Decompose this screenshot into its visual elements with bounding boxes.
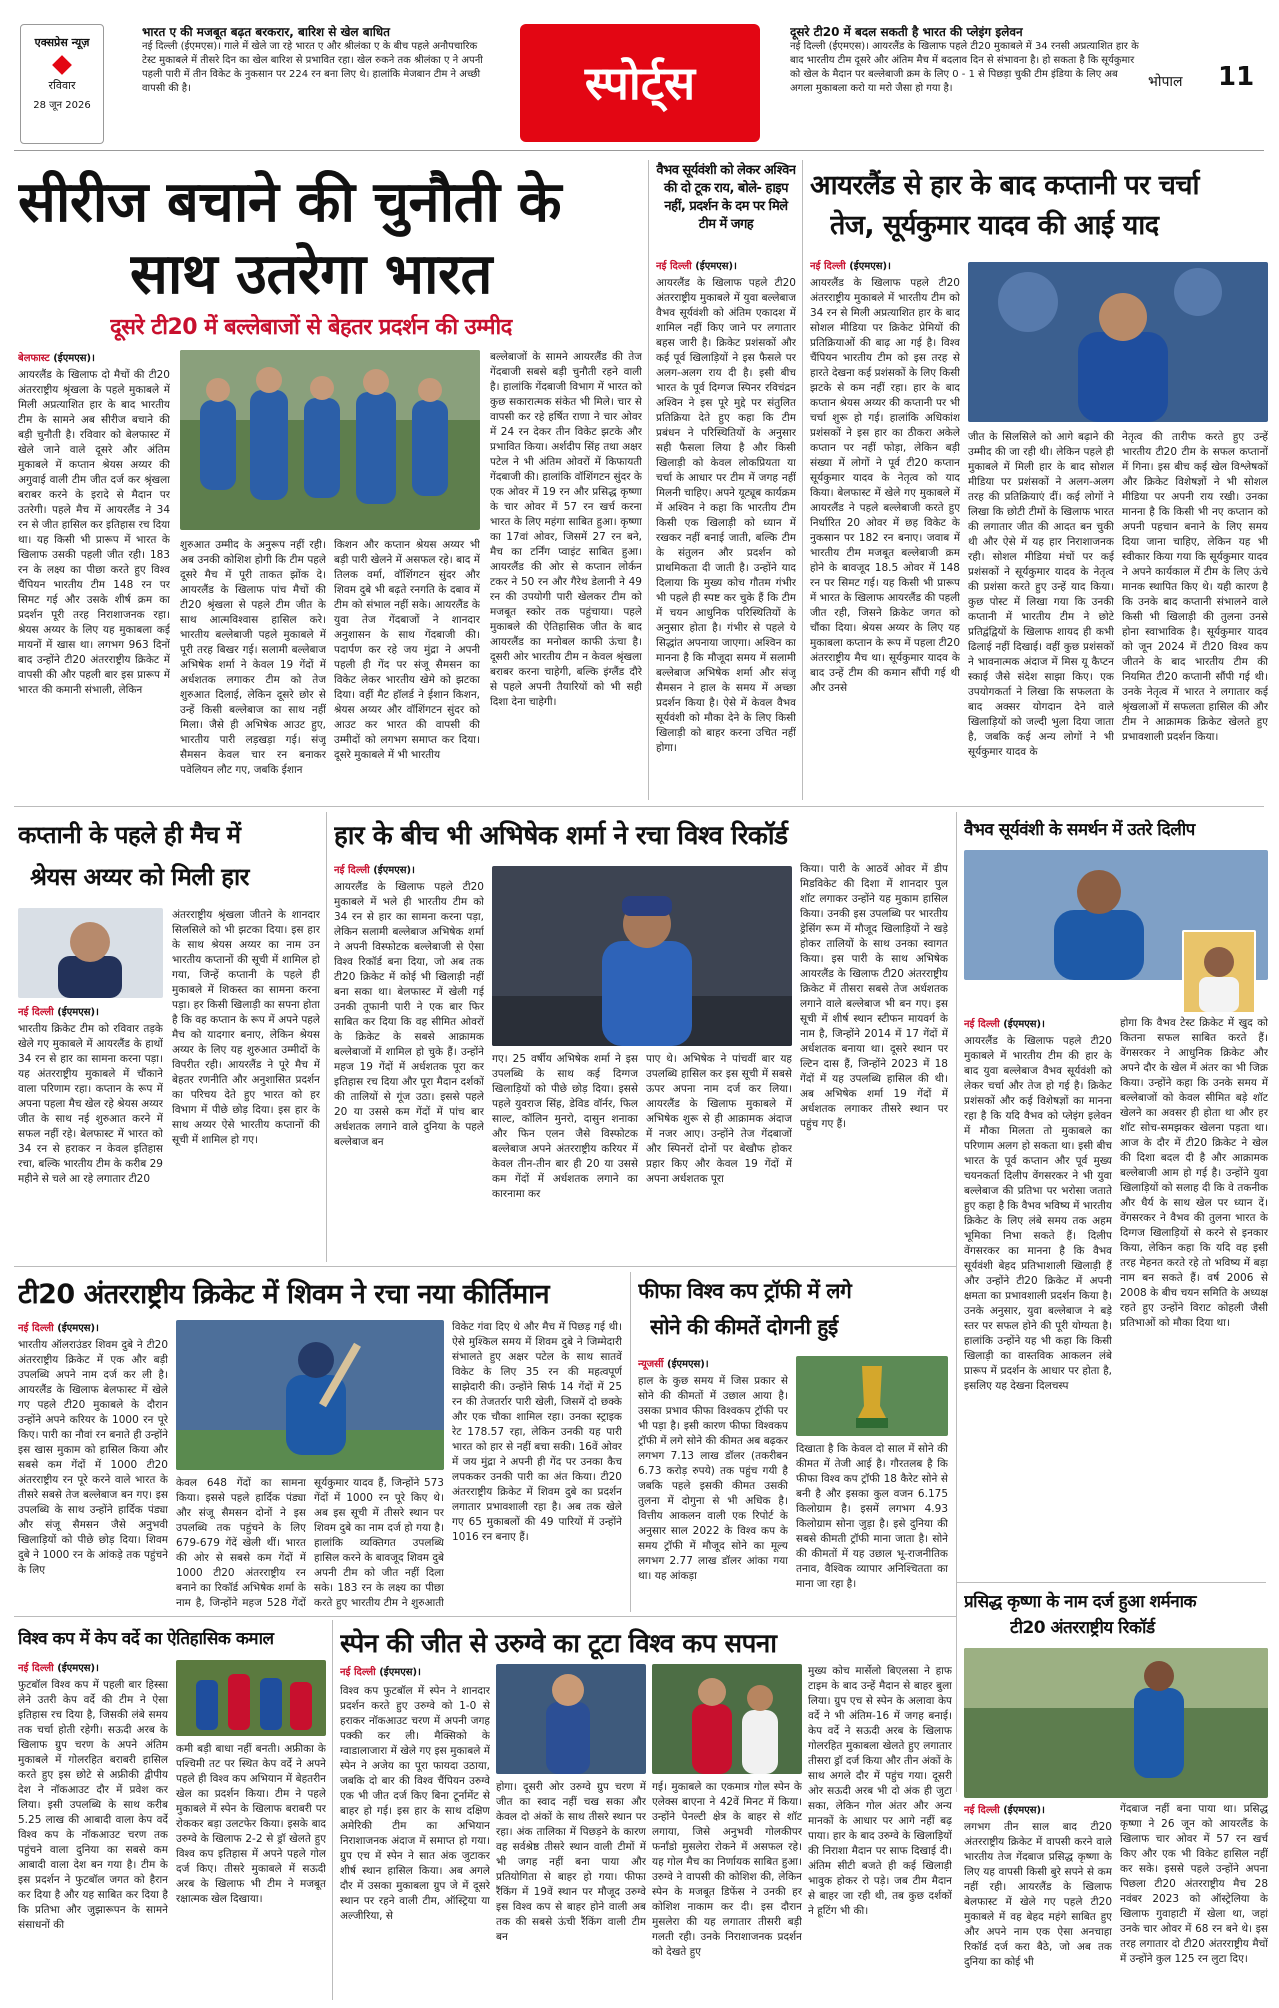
shivam-byline-place: नई दिल्ली	[18, 1323, 54, 1334]
spain-col-4	[808, 1664, 952, 2000]
spain-col-3-text: गई। मुकाबले का एकमात्र गोल स्पेन के एलेक्स बाएना ने 42वें मिनट में किया। उन्होंने पेनल्टी क्षेत्र के बाहर से शॉट लगाया, जिसे अनुभवी गोलकीपर फर्नांडो मुसलेरा रोकने में असफल रहे। यह गोल मैच का निर्णायक साबित हुआ। उरुग्वे ने वापसी की कोशिश की, लेकिन स्पेन के मजबूत डिफेंस ने उनकी हर कोशिश नाकाम कर दी। इस दौरान मुसलेरा की यह लगातार तीसरी बड़ी गलती रही। उनके निराशाजनक प्रदर्शन को देखते हुए	[652, 1781, 802, 1958]
row-rule	[956, 1582, 1266, 1583]
captaincy-headline-2: तेज, सूर्यकुमार यादव की आई याद	[830, 210, 1159, 241]
verde-col-1-text: फुटबॉल विश्व कप में पहली बार हिस्सा लेने उतरी केप वर्दे की टीम ने ऐसा इतिहास रच दिया है, जिसकी लंबे समय तक चर्चा होती रहेगी। सऊदी अरब के खिलाफ ग्रुप चरण के अपने अंतिम मुकाबले में गोलरहित बराबरी हासिल करते हुए इस छोटे से अफ्रीकी द्वीपीय देश ने नॉकआउट दौर में प्रवेश कर लिया। इसी उपलब्धि के साथ करीब 5.25 लाख की आबादी वाला केप वर्दे विश्व कप के नॉकआउट चरण तक पहुंचने वाला दुनिया का सबसे कम आबादी वाला देश बन गया है। टीम के इस प्रदर्शन ने फुटबॉल जगत को हैरान कर दिया है और यह साबित कर दिया है कि प्रतिभा और जुझारूपन के सामने संसाधनों की	[18, 1679, 168, 1931]
main-headline-1: सीरीज बचाने की चुनौती के	[18, 170, 562, 235]
issue-date: 28 जून 2026	[33, 100, 91, 111]
main-byline	[18, 350, 170, 364]
col-rule	[630, 1272, 631, 1612]
dilip-col-1	[964, 1016, 1112, 1576]
prasidh-headline-2: टी20 अंतरराष्ट्रीय रिकॉर्ड	[1010, 1618, 1155, 1638]
section-title: स्पोर्ट्स	[584, 56, 696, 110]
spain-player-2-image	[652, 1664, 802, 1774]
main-col-2-text: शुरुआत उम्मीद के अनुरूप नहीं रही। अब उनकी कोशिश होगी कि टीम पहले दूसरे मैच में पूरी ताकत झोंक दे। आयरलैंड के खिलाफ पांच मैचों की टी20 श्रृंखला से पहले टीम जीत के साथ आत्मविश्वास हासिल करे। भारतीय बल्लेबाजी पहले मुकाबले में पूरी तरह बिखर गई। सलामी बल्लेबाज अभिषेक शर्मा ने केवल 19 गेंदों में अर्धशतक लगाकर टीम को तेज शुरुआत दिलाई, लेकिन दूसरे छोर से उन्हें किसी बल्लेबाज का साथ नहीं मिला। जैसे ही अभिषेक आउट हुए, भारतीय पारी लड़खड़ा गई। संजू सैमसन केवल चार रन बनाकर पवेलियन लौट गए, जबकि ईशान	[180, 539, 326, 776]
verde-byline-agency: (ईएमएस)।	[57, 1663, 99, 1674]
fifa-headline-1: फीफा विश्व कप ट्रॉफी में लगे	[638, 1279, 852, 1303]
spain-byline-row	[340, 1664, 490, 1680]
shreyas-col-1	[18, 1004, 163, 1260]
row-rule	[14, 1616, 956, 1617]
shreyas-byline	[18, 1004, 163, 1018]
cape-verde-celebration-image	[176, 1660, 326, 1736]
abhishek-caption-col	[492, 1052, 638, 1260]
captaincy-byline	[810, 258, 960, 272]
captaincy-col-3-text: नेतृत्व की तारीफ करते हुए उन्हें भारतीय टी20 टीम के सफल कप्तानों में गिना। इस बीच कई खेल विश्लेषकों और क्रिकेट विशेषज्ञों ने भी सोशल मीडिया पर अपनी राय रखी। उनका मानना है कि किसी भी नए कप्तान को अपनी पहचान बनाने के लिए समय दिया जाना चाहिए, लेकिन यह भी स्वीकार किया गया कि सूर्यकुमार यादव ने अपने कार्यकाल में टीम के लिए ऊंचे मानक स्थापित किए थे। यही कारण है कि उनके बाद कप्तानी संभालने वाले किसी भी खिलाड़ी की तुलना उनसे होना स्वाभाविक है। सूर्यकुमार यादव को जून 2024 में टी20 विश्व कप जीतने के बाद भारतीय टीम की नियमित टी20 कप्तानी सौंपी गई थी। उनके नेतृत्व में भारत ने लगातार कई श्रृंखलाओं में सफलता हासिल की और टीम ने आक्रामक क्रिकेट खेलते हुए प्रभावशाली प्रदर्शन किया।	[1122, 431, 1268, 743]
shivam-col-4-text: विकेट गंवा दिए थे और मैच में पिछड़ गई थी। ऐसे मुश्किल समय में शिवम दुबे ने जिम्मेदारी संभालते हुए अक्षर पटेल के साथ सातवें विकेट के लिए 35 रन की महत्वपूर्ण साझेदारी की। उन्होंने सिर्फ 14 गेंदों में 25 रन की तेजतर्रार पारी खेली, जिसमें दो छक्के और एक चौका शामिल रहा। उनका स्ट्राइक रेट 178.57 रहा, लेकिन उनकी यह पारी भारत को हार से नहीं बचा सकी। 16वें ओवर में जय मुंद्रा ने अपनी ही गेंद पर उनका कैच लपककर उनकी पारी का अंत किया। टी20 अंतरराष्ट्रीय क्रिकेट में शिवम दुबे का प्रदर्शन लगातार प्रभावशाली रहा है। अब तक खेले गए 65 मुकाबलों की 49 पारियों में उन्होंने 1016 रन बनाए हैं।	[452, 1321, 622, 1543]
shivam-headline: टी20 अंतरराष्ट्रीय क्रिकेट में शिवम ने रचा नया कीर्तिमान	[18, 1279, 550, 1310]
vaibhav-byline-place: नई दिल्ली	[656, 261, 692, 272]
city-label: भोपाल	[1148, 74, 1183, 90]
fifa-byline-agency: (ईएमएस)।	[667, 1359, 709, 1370]
main-col-3	[334, 538, 480, 800]
logo-mark-icon	[52, 55, 72, 75]
prasidh-col-1-text: लगभग तीन साल बाद टी20 अंतरराष्ट्रीय क्रिकेट में वापसी करने वाले भारतीय तेज गेंदबाज प्रसिद्ध कृष्णा के लिए यह वापसी किसी बुरे सपने से कम नहीं रही। आयरलैंड के खिलाफ बेलफास्ट में खेले गए पहले टी20 मुकाबले में वह बेहद महंगे साबित हुए और अपने नाम एक ऐसा अनचाहा रिकॉर्ड दर्ज करा बैठे, जो अब तक दुनिया का कोई भी	[964, 1821, 1112, 1968]
vaibhav-byline	[656, 258, 796, 272]
abhishek-col-2	[646, 1052, 792, 1260]
paper-name: एक्सप्रेस न्यूज़	[34, 36, 90, 49]
shreyas-col-1-text: भारतीय क्रिकेट टीम को रविवार तड़के खेले गए मुकाबले में आयरलैंड के हाथों 34 रन से हार का सामना करना पड़ा। यह अंतरराष्ट्रीय मुकाबले में चौंकाने वाला परिणाम रहा। कप्तान के रूप में अपना पहला मैच खेल रहे श्रेयस अय्यर जीत के साथ नई शुरुआत करने में सफल नहीं रहे। बेलफास्ट में भारत को 34 रन से हराकर न केवल इतिहास रचा, बल्कि भारतीय टीम के करीब 29 महीने से चले आ रहे लगातार टी20	[18, 1023, 163, 1185]
prasidh-col-1	[964, 1802, 1112, 2000]
dilip-photo-image	[1184, 932, 1254, 1012]
vaibhav-headline: वैभव सूर्यवंशी को लेकर अश्विन की दो टूक राय, बोले- हाइप नहीं, प्रदर्शन के दम पर मिले टीम में जगह	[656, 163, 796, 232]
shreyas-byline-place: नई दिल्ली	[18, 1007, 54, 1018]
spain-col-2	[496, 1780, 646, 2000]
row-rule	[14, 806, 1264, 807]
dilip-col-2	[1120, 1016, 1268, 1576]
teaser-right	[790, 24, 1140, 142]
abhishek-byline-place: नई दिल्ली	[334, 865, 370, 876]
verde-headline: विश्व कप में केप वर्दे का ऐतिहासिक कमाल	[18, 1629, 274, 1649]
dilip-byline-place: नई दिल्ली	[964, 1019, 1000, 1030]
captaincy-byline-agency: (ईएमएस)।	[849, 261, 891, 272]
shreyas-photo-image	[18, 908, 163, 998]
abhishek-caption-text: गए। 25 वर्षीय अभिषेक शर्मा ने इस उपलब्धि के साथ कई दिग्गज खिलाड़ियों को पीछे छोड़ दिया। इससे पहले युवराज सिंह, डेविड वॉर्नर, फिल साल्ट, कॉलिन मुनरो, दासुन शनाका और फिन एलन जैसे विस्फोटक बल्लेबाज अपने अंतरराष्ट्रीय करियर में केवल तीन-तीन बार ही 20 या उससे कम गेंदों में अर्धशतक लगाने का कारनामा कर	[492, 1053, 638, 1200]
shreyas-photo	[18, 908, 163, 998]
prasidh-photo	[964, 1648, 1268, 1798]
section-banner	[520, 24, 760, 142]
world-cup-trophy-image	[796, 1356, 948, 1436]
dilip-byline-agency: (ईएमएस)।	[1003, 1019, 1045, 1030]
prasidh-byline	[964, 1802, 1112, 1816]
dilip-col-1-text: आयरलैंड के खिलाफ पहले टी20 मुकाबले में भारतीय टीम की हार के बाद युवा बल्लेबाज वैभव सूर्यवंशी को लेकर चर्चा और तेज हो गई है। क्रिकेट प्रशंसकों और कई विशेषज्ञों का मानना रहा है कि यदि वैभव को प्लेइंग इलेवन में मौका मिलता तो मुकाबले का परिणाम अलग हो सकता था। इसी बीच भारत के पूर्व कप्तान और पूर्व मुख्य चयनकर्ता दिलीप वेंगसरकर ने भी युवा बल्लेबाज की प्रतिभा पर भरोसा जताते हुए कहा है कि वैभव भविष्य में भारतीय क्रिकेट के लिए लंबे समय तक अहम भूमिका निभा सकते हैं। दिलीप वेंगसरकर का मानना है कि वैभव सूर्यवंशी बेहद प्रतिभाशाली खिलाड़ी हैं और उन्होंने टी20 क्रिकेट में अपनी क्षमता का प्रभावशाली प्रदर्शन किया है। उनके अनुसार, युवा बल्लेबाज ने बड़े स्तर पर सफल होने की पूरी योग्यता है। हालांकि उन्होंने यह भी कहा कि किसी खिलाड़ी का वास्तविक आकलन लंबे प्रारूप में प्रदर्शन के आधार पर होता है, इसलिए यह देखना दिलचस्प	[964, 1035, 1112, 1392]
spain-col-3	[652, 1780, 802, 2000]
col-rule	[802, 160, 803, 800]
verde-photo	[176, 1660, 326, 1736]
verde-col-2-text: कमी बड़ी बाधा नहीं बनती। अफ्रीका के पश्चिमी तट पर स्थित केप वर्दे ने अपने पहले ही विश्व कप अभियान में बेहतरीन खेल का प्रदर्शन किया। टीम ने पहले मुकाबले में स्पेन के खिलाफ बराबरी पर रोककर बड़ा उलटफेर किया। इसके बाद उरुग्वे के खिलाफ 2-2 से ड्रॉ खेलते हुए विश्व कप इतिहास में अपने पहले गोल दर्ज किए। तीसरे मुकाबले में सऊदी अरब के खिलाफ भी टीम ने मजबूत रक्षात्मक खेल दिखाया।	[176, 1743, 326, 1905]
col-rule	[956, 812, 957, 1792]
shreyas-byline-agency: (ईएमएस)।	[57, 1007, 99, 1018]
trophy-photo	[796, 1356, 948, 1436]
abhishek-col-1	[334, 862, 484, 1260]
main-col-4	[490, 350, 642, 800]
captaincy-byline-place: नई दिल्ली	[810, 261, 846, 272]
spain-col-4-text: मुख्य कोच मार्सेलो बिएलसा ने हाफ टाइम के बाद उन्हें मैदान से बाहर बुला लिया। ग्रुप एच से स्पेन के अलावा केप वर्दे ने भी अंतिम-16 में जगह बनाई। केप वर्दे ने सऊदी अरब के खिलाफ गोलरहित मुकाबला खेलते हुए लगातार तीसरा ड्रॉ दर्ज किया और तीन अंकों के साथ अगले दौर में पहुंच गया। दूसरी ओर सऊदी अरब भी दो अंक ही जुटा सका, लेकिन गोल अंतर और अन्य मानकों के आधार पर आगे नहीं बढ़ पाया। हार के बाद उरुग्वे के खिलाड़ियों की निराशा मैदान पर साफ दिखाई दी। अंतिम सीटी बजते ही कई खिलाड़ी भावुक होकर रो पड़े। जब टीम मैदान से बाहर जा रही थी, तब कुछ दर्शकों ने हूटिंग भी की।	[808, 1665, 952, 1917]
shivam-byline	[18, 1320, 168, 1334]
captaincy-headline-1: आयरलैंड से हार के बाद कप्तानी पर चर्चा	[810, 170, 1200, 201]
dilip-headline: वैभव सूर्यवंशी के समर्थन में उतरे दिलीप	[964, 820, 1195, 840]
spain-byline-place: नई दिल्ली	[340, 1667, 376, 1678]
spain-col-1	[340, 1684, 490, 2000]
spain-photo-1	[496, 1664, 646, 1774]
verde-byline-place: नई दिल्ली	[18, 1663, 54, 1674]
verde-col-1	[18, 1660, 168, 2000]
dilip-col-2-text: होगा कि वैभव टेस्ट क्रिकेट में खुद को कितना सफल साबित करते हैं। वेंगसरकर ने आधुनिक क्रिकेट और अपने दौर के खेल में अंतर का भी जिक्र किया। उन्होंने कहा कि उनके समय में बल्लेबाजों को केवल सीमित बड़े शॉट खेलने का अवसर ही होता था और हर शॉट सोच-समझकर खेलना पड़ता था। आज के दौर में टी20 क्रिकेट ने खेल की दिशा बदल दी है और आक्रामक बल्लेबाजी आम हो गई है। उन्होंने युवा खिलाड़ियों को सलाह दी कि वे तकनीक और धैर्य के साथ खेल पर ध्यान दें। वेंगसरकर ने वैभव की तुलना भारत के दिग्गज खिलाड़ियों से करने से इनकार किया, लेकिन कहा कि यदि वह इसी तरह मेहनत करते रहे तो भविष्य में बड़ा नाम बन सकते हैं। वर्ष 2006 से 2008 के बीच चयन समिति के अध्यक्ष रहते हुए उन्होंने विराट कोहली जैसी प्रतिभाओं को मौका दिया था।	[1120, 1017, 1268, 1329]
abhishek-photo	[492, 866, 792, 1046]
page-number: 11	[1218, 62, 1255, 92]
fifa-byline-place: न्यूजर्सी	[638, 1359, 664, 1370]
main-col-3-text: किशन और कप्तान श्रेयस अय्यर भी बड़ी पारी खेलने में असफल रहे। बाद में तिलक वर्मा, वॉशिंगटन सुंदर और शिवम दुबे भी बढ़ते रनगति के दबाव में टीम को संभाल नहीं सके। आयरलैंड के युवा तेज गेंदबाजों ने शानदार अनुशासन के साथ गेंदबाजी की। पदार्पण कर रहे जय मुंद्रा ने अपनी पहली ही गेंद पर संजू सैमसन का विकेट लेकर भारतीय खेमे को झटका दिया। वहीं मैट हॉलर्ड ने ईशान किशन, श्रेयस अय्यर और वॉशिंगटन सुंदर को आउट कर भारत की वापसी की उम्मीदों को लगभग समाप्त कर दिया। दूसरे मुकाबले में भी भारतीय	[334, 539, 480, 761]
abhishek-col-1-text: आयरलैंड के खिलाफ पहले टी20 मुकाबले में भले ही भारतीय टीम को 34 रन से हार का सामना करना पड़ा, लेकिन सलामी बल्लेबाज अभिषेक शर्मा ने अपनी विस्फोटक बल्लेबाजी से ऐसा विश्व रिकॉर्ड बना दिया, जो अब तक टी20 क्रिकेट में कोई भी खिलाड़ी नहीं बना सका था। बेलफास्ट में खेली गई उनकी तूफानी पारी ने एक बार फिर साबित कर दिया कि वह सीमित ओवरों के क्रिकेट के सबसे आक्रामक बल्लेबाजों में शामिल हो चुके हैं। उन्होंने महज 19 गेंदों में अर्धशतक पूरा कर इतिहास रच दिया और पूरा मैदान दर्शकों की तालियों से गूंज उठा। इससे पहले 20 या उससे कम गेंदों में पांच बार अर्धशतक लगाने वाले दुनिया के पहले बल्लेबाज बन	[334, 881, 484, 1148]
vaibhav-byline-agency: (ईएमएस)।	[695, 261, 737, 272]
verde-byline	[18, 1660, 168, 1674]
shivam-col-1	[18, 1320, 168, 1610]
abhishek-byline	[334, 862, 484, 876]
main-byline-agency: (ईएमएस)।	[53, 353, 95, 364]
spain-headline: स्पेन की जीत से उरुग्वे का टूटा विश्व कप सपना	[340, 1629, 777, 1659]
abhishek-col-3-text: किया। पारी के आठवें ओवर में डीप मिडविकेट की दिशा में शानदार पुल शॉट लगाकर उन्होंने यह मुकाम हासिल किया। उनकी इस उपलब्धि पर भारतीय ड्रेसिंग रूम में मौजूद खिलाड़ियों ने खड़े होकर तालियों के साथ उनका स्वागत किया। इस पारी के साथ अभिषेक आयरलैंड के खिलाफ टी20 अंतरराष्ट्रीय क्रिकेट में तीसरा सबसे तेज अर्धशतक लगाने वाले बल्लेबाज भी बन गए। इस सूची में शीर्ष स्थान स्टीफन मायवर्ग के नाम है, जिन्होंने 2014 में 17 गेंदों में अर्धशतक बनाया था। दूसरे स्थान पर ल्टिन दास हैं, जिन्होंने 2023 में 18 गेंदों में यह उपलब्धि हासिल की थी। अब अभिषेक शर्मा 19 गेंदों में अर्धशतक लगाकर तीसरे स्थान पर पहुंच गए हैं।	[800, 863, 948, 1130]
shreyas-col-2	[172, 908, 320, 1260]
shivam-col-1-text: भारतीय ऑलराउंडर शिवम दुबे ने टी20 अंतरराष्ट्रीय क्रिकेट में एक और बड़ी उपलब्धि अपने नाम दर्ज कर ली है। आयरलैंड के खिलाफ बेलफास्ट में खेले गए पहले टी20 मुकाबले के दौरान उन्होंने अपने करियर के 1000 रन पूरे किए। पारी का नौवां रन बनाते ही उन्होंने इस खास मुकाम को हासिल किया और सबसे कम गेंदों में 1000 टी20 अंतरराष्ट्रीय रन पूरे करने वाले भारत के तीसरे सबसे तेज बल्लेबाज बन गए। इस उपलब्धि के साथ उन्होंने हार्दिक पंड्या और संजू सैमसन जैसे अनुभवी खिलाड़ियों को पीछे छोड़ दिया। शिवम दुबे ने 1000 रन के आंकड़े तक पहुंचने के लिए	[18, 1339, 168, 1576]
main-col-1-text: आयरलैंड के खिलाफ दो मैचों की टी20 अंतरराष्ट्रीय श्रृंखला के पहले मुकाबले में मिली अप्रत्याशित हार के बाद भारतीय टीम के सामने अब सीरीज बचाने की बड़ी चुनौती है। रविवार को बेलफास्ट में खेले जाने वाले दूसरे और अंतिम मुकाबले में कप्तान श्रेयस अय्यर की अगुवाई वाली टीम जीत दर्ज कर श्रृंखला बराबर करने के इरादे से मैदान पर उतरेगी। पहले मैच में आयरलैंड ने 34 रन से जीत हासिल कर इतिहास रच दिया था। यह किसी भी प्रारूप में भारत के खिलाफ उसकी पहली जीत रही। 183 रन के लक्ष्य का पीछा करते हुए विश्व चैंपियन भारतीय टीम 148 रन पर सिमट गई और उसके शीर्ष क्रम का प्रदर्शन पूरी तरह निराशाजनक रहा। श्रेयस अय्यर के लिए यह मुकाबला कई मायनों में खास था। लगभग 963 दिनों बाद उन्होंने टी20 अंतरराष्ट्रीय क्रिकेट में वापसी की और पहली बार इस प्रारूप में भारत की कमानी संभाली, लेकिन	[18, 369, 170, 696]
abhishek-photo-image	[492, 866, 792, 1046]
newspaper-logo	[20, 24, 104, 144]
shreyas-headline-2: श्रेयस अय्यर को मिली हार	[30, 863, 249, 891]
main-col-2	[180, 538, 326, 800]
main-col-1	[18, 350, 170, 800]
fifa-byline	[638, 1356, 788, 1370]
spain-byline	[340, 1664, 490, 1678]
teaser-left	[142, 24, 490, 142]
dilip-byline	[964, 1016, 1112, 1030]
abhishek-headline: हार के बीच भी अभिषेक शर्मा ने रचा विश्व रिकॉर्ड	[334, 821, 788, 851]
prasidh-byline-place: नई दिल्ली	[964, 1805, 1000, 1816]
spain-photo-2	[652, 1664, 802, 1774]
abhishek-byline-agency: (ईएमएस)।	[373, 865, 415, 876]
captaincy-col-3	[1122, 430, 1268, 800]
prasidh-col-2	[1120, 1802, 1268, 2000]
shivam-col-3	[314, 1476, 444, 1610]
dilip-photo	[1182, 930, 1256, 1014]
players-walking-photo	[180, 350, 480, 530]
fifa-headline-2: सोने की कीमतें दोगनी हुई	[650, 1315, 838, 1339]
shivam-batting-image	[176, 1320, 444, 1470]
captaincy-col-2	[968, 430, 1114, 800]
teaser-right-headline: दूसरे टी20 में बदल सकती है भारत की प्लेइंग इलेवन	[790, 25, 1023, 39]
suryakumar-photo	[968, 262, 1268, 422]
fifa-col-2-text: दिखाता है कि केवल दो साल में सोने की कीमत में तेजी आई है। गौरतलब है कि फीफा विश्व कप ट्रॉफी 18 कैरेट सोने से बनी है और इसका कुल वजन 6.175 किलोग्राम है। इसमें लगभग 4.93 किलोग्राम सोना जुड़ा है। इसे दुनिया की सबसे कीमती ट्रॉफी माना जाता है। सोने की कीमतों में यह उछाल भू-राजनीतिक तनाव, वैश्विक व्यापार अनिश्चितता का माना जा रहा है।	[796, 1443, 948, 1590]
abhishek-col-3	[800, 862, 948, 1260]
shreyas-headline-1: कप्तानी के पहले ही मैच में	[18, 821, 241, 849]
col-rule	[332, 1620, 333, 2000]
abhishek-col-2-text: पाए थे। अभिषेक ने पांचवीं बार यह उपलब्धि हासिल कर इस सूची में सबसे ऊपर अपना नाम दर्ज कर लिया। आयरलैंड के खिलाफ मुकाबले में अभिषेक शुरू से ही आक्रामक अंदाज में नजर आए। उन्होंने तेज गेंदबाजों और स्पिनरों दोनों पर बेखौफ होकर प्रहार किए और केवल 19 गेंदों में अपना अर्धशतक पूरा	[646, 1053, 792, 1185]
issue-day: रविवार	[48, 79, 76, 92]
prasidh-headline-1: प्रसिद्ध कृष्णा के नाम दर्ज हुआ शर्मनाक	[964, 1592, 1197, 1612]
main-photo	[180, 350, 480, 530]
spain-player-1-image	[496, 1664, 646, 1774]
shivam-photo	[176, 1320, 444, 1470]
captaincy-col-1-text: आयरलैंड के खिलाफ पहले टी20 अंतरराष्ट्रीय मुकाबले में भारतीय टीम को 34 रन से मिली अप्रत्याशित हार के बाद सोशल मीडिया पर क्रिकेट प्रेमियों की प्रतिक्रियाओं की बाढ़ आ गई है। विश्व चैंपियन भारतीय टीम को इस तरह से हारते देखना कई प्रशंसकों के लिए किसी झटके से कम नहीं रहा। हार के बाद कप्तान श्रेयस अय्यर की कप्तानी पर भी चर्चा शुरू हो गई। हालांकि अधिकांश प्रशंसकों ने इस हार का ठीकरा अकेले कप्तान पर नहीं फोड़ा, लेकिन बड़ी संख्या में लोगों ने पूर्व टी20 कप्तान सूर्यकुमार यादव के नेतृत्व को याद किया। बेलफास्ट में खेले गए मुकाबले में आयरलैंड ने पहले बल्लेबाजी करते हुए निर्धारित 20 ओवर में छह विकेट के नुकसान पर 182 रन बनाए। जवाब में भारतीय टीम मजबूत बल्लेबाजी क्रम होने के बावजूद 18.5 ओवर में 148 रन पर सिमट गई। यह किसी भी प्रारूप में भारत के खिलाफ आयरलैंड की पहली जीत रही, जिसने क्रिकेट जगत को चौंका दिया। श्रेयस अय्यर के लिए यह मुकाबला कप्तान के रूप में पहला टी20 अंतरराष्ट्रीय मैच था। सूर्यकुमार यादव के बाद उन्हें टीम की कमान सौंपी गई थी और उनसे	[810, 277, 960, 694]
teaser-left-body: नई दिल्ली (ईएमएस)। गाले में खेले जा रहे भारत ए और श्रीलंका ए के बीच पहले अनौपचारिक टेस्ट मुकाबले में तीसरे दिन का खेल बारिश से प्रभावित रहा। खेल रुकने तक श्रीलंका ए ने अपनी पहली पारी में तीन विकेट के नुकसान पर 224 रन बना लिए थे। हालांकि मेजबान टीम ने अच्छी वापसी की है।	[142, 41, 483, 94]
captaincy-col-2-text: जीत के सिलसिले को आगे बढ़ाने की उम्मीद की जा रही थी। लेकिन पहले ही मुकाबले में मिली हार के बाद सोशल मीडिया पर प्रशंसकों ने अलग-अलग तरह की प्रतिक्रियाएं दीं। कई लोगों ने लिखा कि छोटी टीमों के खिलाफ भारत की लगातार जीत की आदत बन चुकी थी और ऐसे में यह हार निराशाजनक रही। सोशल मीडिया मंचों पर कई प्रशंसकों ने सूर्यकुमार यादव के नेतृत्व की प्रशंसा करते हुए उन्हें याद किया। कुछ पोस्ट में लिखा गया कि उनकी कप्तानी में भारतीय टीम ने छोटे प्रतिद्वंद्वियों के खिलाफ शायद ही कभी ढिलाई नहीं दिखाई। वहीं कुछ प्रशंसकों ने भावनात्मक अंदाज में मिस यू कैप्टन स्काई जैसे संदेश साझा किए। एक उपयोगकर्ता ने लिखा कि सफलता के बाद अक्सर योगदान देने वाले खिलाड़ियों को जल्दी भुला दिया जाता है, जबकि कई अन्य लोगों ने भी सूर्यकुमार यादव के	[968, 431, 1114, 758]
teaser-right-body: नई दिल्ली (ईएमएस)। आयरलैंड के खिलाफ पहले टी20 मुकाबले में 34 रनसी अप्रत्याशित हार के बाद भारतीय टीम दूसरे और अंतिम मैच में बदलाव दिन से संभावना है। हो सकता है कि सूर्यकुमार को खेल के मैदान पर बल्लेबाजी क्रम के लिए 0 - 1 से पिछड़ा चुकी टीम इंडिया के लिए अब अगला मुकाबला करो या मरो जैसा हो गया है।	[790, 41, 1139, 94]
spain-col-1-text: विश्व कप फुटबॉल में स्पेन ने शानदार प्रदर्शन करते हुए उरुग्वे को 1-0 से हराकर नॉकआउट चरण में अपनी जगह पक्की कर ली। मैक्सिको के ग्वाडालाजारा में खेले गए इस मुकाबले में स्पेन ने अजेय का पूरा फायदा उठाया, जबकि दो बार की विश्व चैंपियन उरुग्वे एक भी जीत दर्ज किए बिना टूर्नामेंट से बाहर हो गई। इस हार के साथ दक्षिण अमेरिकी टीम का अभियान निराशाजनक अंदाज में समाप्त हो गया। ग्रुप एच में स्पेन ने सात अंक जुटाकर शीर्ष स्थान हासिल किया। अब अगले दौर में उसका मुकाबला ग्रुप जे में दूसरे स्थान पर रहने वाली टीम, ऑस्ट्रिया या अल्जीरिया, से	[340, 1685, 490, 1922]
main-byline-place: बेलफास्ट	[18, 353, 50, 364]
vaibhav-text: आयरलैंड के खिलाफ पहले टी20 अंतरराष्ट्रीय मुकाबले में युवा बल्लेबाज वैभव सूर्यवंशी को अंतिम एकादश में शामिल नहीं किए जाने पर लगातार बहस जारी है। क्रिकेट प्रशंसकों और कई पूर्व खिलाड़ियों ने इस फैसले पर अलग-अलग राय दी है। इसी बीच भारत के पूर्व दिग्गज स्पिनर रविचंद्रन अश्विन ने इस पूरे मुद्दे पर संतुलित प्रतिक्रिया देते हुए कहा कि टीम प्रबंधन ने परिस्थितियों के अनुसार सही फैसला लिया है और किसी खिलाड़ी को केवल लोकप्रियता या चर्चा के आधार पर टीम में जगह नहीं मिलनी चाहिए। अपने यूट्यूब कार्यक्रम में अश्विन ने कहा कि भारतीय टीम किसी एक खिलाड़ी को ध्यान में रखकर नहीं बनाई जाती, बल्कि टीम के संतुलन और प्रदर्शन को प्राथमिकता दी जाती है। उन्होंने याद दिलाया कि मुख्य कोच गौतम गंभीर भी पहले ही स्पष्ट कर चुके हैं कि टीम में चयन आधुनिक परिस्थितियों के अनुसार होता है। गंभीर से पहले ये सिद्धांत अपनाया जाएगा। अश्विन का मानना है कि मौजूदा समय में सलामी बल्लेबाज अभिषेक शर्मा और संजू सैमसन ने हाल के समय में अच्छा प्रदर्शन किया है। ऐसे में केवल वैभव सूर्यवंशी को मौका देने के लिए किसी खिलाड़ी को बाहर करना उचित नहीं होगा।	[656, 277, 796, 754]
row-rule	[14, 1266, 956, 1267]
prasidh-byline-agency: (ईएमएस)।	[1003, 1805, 1045, 1816]
shivam-col-3-text: सूर्यकुमार यादव हैं, जिन्होंने 573 गेंदों में 1000 रन पूरे किए थे। अब इस सूची में तीसरे स्थान पर शिवम दुबे का नाम दर्ज हो गया है। हालांकि व्यक्तिगत उपलब्धि हासिल करने के बावजूद शिवम दुबे अपनी टीम को जीत नहीं दिला सके। 183 रन के लक्ष्य का पीछा करते हुए भारतीय टीम ने शुरुआती	[314, 1477, 444, 1609]
teaser-left-headline: भारत ए की मजबूत बढ़त बरकरार, बारिश से खेल बाधित	[142, 25, 391, 39]
prasidh-bowling-image	[964, 1648, 1268, 1798]
main-headline-2: साथ उतरेगा भारत	[130, 242, 492, 307]
captaincy-photo	[968, 262, 1268, 422]
vaibhav-column	[656, 258, 796, 800]
shivam-col-4	[452, 1320, 622, 1610]
shreyas-col-2-text: अंतरराष्ट्रीय श्रृंखला जीतने के शानदार सिलसिले को भी झटका दिया। इस हार के साथ श्रेयस अय्यर का नाम उन भारतीय कप्तानों की सूची में शामिल हो गया, जिन्हें कप्तानी के पहले ही मुकाबले में शिकस्त का सामना करना पड़ा। हर किसी खिलाड़ी का सपना होता है कि वह कप्तान के रूप में अपने पहले मैच को यादगार बनाए, लेकिन श्रेयस अय्यर के लिए यह शुरुआत उम्मीदों के विपरीत रही। आयरलैंड ने पूरे मैच में बेहतर रणनीति और अनुशासित प्रदर्शन का परिचय देते हुए भारत को हर विभाग में पीछे छोड़ दिया। इस हार के साथ अय्यर ऐसे भारतीय कप्तानों की सूची में शामिल हो गए।	[172, 909, 320, 1146]
fifa-col-1	[638, 1356, 788, 1610]
col-rule	[326, 812, 327, 1262]
shivam-col-2-text: केवल 648 गेंदों का सामना किया। इससे पहले हार्दिक पंड्या और संजू सैमसन दोनों ने इस उपलब्धि तक पहुंचने के लिए 679-679 गेंदें खेली थीं। भारत की ओर से सबसे कम गेंदों में 1000 टी20 अंतरराष्ट्रीय रन बनाने का रिकॉर्ड अभिषेक शर्मा के नाम है, जिन्होंने महज 528 गेंदों	[176, 1477, 306, 1609]
col-rule	[648, 160, 649, 800]
shivam-byline-agency: (ईएमएस)।	[57, 1323, 99, 1334]
main-subhead: दूसरे टी20 में बल्लेबाजों से बेहतर प्रदर्शन की उम्मीद	[110, 315, 512, 340]
masthead-rule	[14, 150, 1264, 151]
fifa-col-1-text: हाल के कुछ समय में जिस प्रकार से सोने की कीमतों में उछाल आया है। उसका प्रभाव फीफा विश्वकप ट्रॉफी पर भी पड़ा है। इसी कारण फीफा विश्वकप ट्रॉफी में लगे सोने की कीमत अब बढ़कर लगभग 7.13 लाख डॉलर (तकरीबन 6.73 करोड़ रुपये) तक पहुंच गयी है जबकि पहले इसकी कीमत उसकी तुलना में दोगुना से भी अधिक है। वित्तीय आकलन वाली एक रिपोर्ट के अनुसार साल 2022 के विश्व कप के समय ट्रॉफी में मौजूद सोने का मूल्य लगभग 2.77 लाख डॉलर आंका गया था। यह आंकड़ा	[638, 1375, 788, 1582]
prasidh-col-2-text: गेंदबाज नहीं बना पाया था। प्रसिद्ध कृष्णा ने 26 जून को आयरलैंड के खिलाफ चार ओवर में 57 रन खर्च किए और एक भी विकेट हासिल नहीं कर सके। इससे पहले उन्होंने अपना पिछला टी20 अंतरराष्ट्रीय मैच 28 नवंबर 2023 को ऑस्ट्रेलिया के खिलाफ गुवाहाटी में खेला था, जहां उनके चार ओवर में 68 रन बने थे। इस तरह लगातार दो टी20 अंतरराष्ट्रीय मैचों में उन्होंने कुल 125 रन लुटा दिए।	[1120, 1803, 1268, 1965]
captaincy-col-1	[810, 258, 960, 800]
shivam-col-2	[176, 1476, 306, 1610]
main-col-4-text: बल्लेबाजों के सामने आयरलैंड की तेज गेंदबाजी सबसे बड़ी चुनौती रहने वाली है। हालांकि गेंदबाजी विभाग में भारत को कुछ सकारात्मक संकेत भी मिले। चार से वापसी कर रहे हर्षित राणा ने चार ओवर में 24 रन देकर तीन विकेट झटके और प्रभावित किया। अर्शदीप सिंह तथा अक्षर पटेल ने भी अंतिम ओवरों में किफायती गेंदबाजी की। हालांकि वॉशिंगटन सुंदर के एक ओवर में 19 रन और प्रसिद्ध कृष्णा के चार ओवर में 57 रन खर्च करना भारत के लिए महंगा साबित हुआ। कृष्णा का 17वां ओवर, जिसमें 27 रन बने, मैच का टर्निंग प्वाइंट साबित हुआ। आयरलैंड की ओर से कप्तान लोर्कन टकर ने 50 रन और गैरेथ डेलानी ने 49 रन की उपयोगी पारी खेलकर टीम को मजबूत स्कोर तक पहुंचाया। पहले मुकाबले की ऐतिहासिक जीत के बाद आयरलैंड का मनोबल काफी ऊंचा है। दूसरी ओर भारतीय टीम न केवल श्रृंखला बराबर करना चाहेगी, बल्कि इंग्लैंड दौरे से पहले अपनी तैयारियों को भी सही दिशा देना चाहेगी।	[490, 351, 642, 708]
spain-byline-agency: (ईएमएस)।	[379, 1667, 421, 1678]
fifa-col-2	[796, 1442, 948, 1610]
spain-col-2-text: होगा। दूसरी ओर उरुग्वे ग्रुप चरण में जीत का स्वाद नहीं चख सका और केवल दो अंकों के साथ तीसरे स्थान पर रहा। अंक तालिका में पिछड़ने के कारण वह सर्वश्रेष्ठ तीसरे स्थान वाली टीमों में भी जगह नहीं बना पाया और प्रतियोगिता से बाहर हो गया। फीफा रैंकिंग में 19वें स्थान पर मौजूद उरुग्वे इस विश्व कप से बाहर होने वाली अब तक की सबसे ऊंची रैंकिंग वाली टीम बन	[496, 1781, 646, 1943]
verde-col-2	[176, 1742, 326, 2000]
